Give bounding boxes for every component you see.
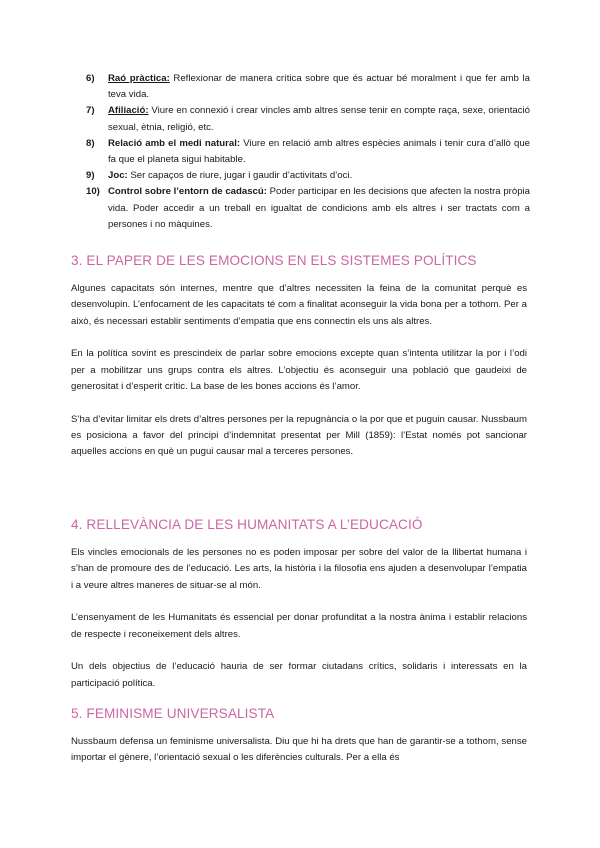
section-humanities-education	[71, 516, 527, 709]
list-item	[86, 136, 530, 168]
paragraph: L’ensenyament de les Humanitats és essencial per donar profunditat a la nostra ànima i establir relacions de respecte i reconeixement dels altres.	[71, 612, 527, 640]
list-item	[86, 168, 530, 184]
list-item	[86, 103, 530, 135]
list-item-number: 10)	[86, 186, 100, 198]
list-item-number: 8)	[86, 137, 95, 149]
paragraph: Els vincles emocionals de les persones no es poden imposar per sobre del valor de la llibertat humana i s’han de promoure des de l’educació. Les arts, la història i la filosofia ens ajuden a desenvolupar l’empatia i a veure altres maneres de situar-se al món.	[71, 547, 527, 591]
list-item-text: Poder participar en les decisions que afecten la nostra pròpia vida. Poder accedir a un treball en igualtat de condicions amb els altres i ser tractats com a persones i no màquines.	[108, 186, 530, 230]
section-heading: 3. EL PAPER DE LES EMOCIONS EN ELS SISTEMES POLÍTICS	[71, 253, 477, 268]
list-item-text: Viure en connexió i crear vincles amb altres sense tenir en compte raça, sexe, orientació sexual, ètnia, religió, etc.	[108, 105, 530, 133]
paragraph: En la política sovint es prescindeix de parlar sobre emocions excepte quan s’intenta utilitzar la por i l’odi per a mobilitzar uns grups contra els altres. L’objectiu és aconseguir una població que gaudeixi de generositat i d’esperit crític. La base de les bones accions és l’amor.	[71, 348, 527, 392]
section-heading: 5. FEMINISME UNIVERSALISTA	[71, 706, 275, 721]
list-item-text: Viure en relació amb altres espècies animals i tenir cura d’allò que fa que el planeta sigui habitable.	[108, 137, 530, 166]
list-item-text: Ser capaços de riure, jugar i gaudir d’activitats d’oci.	[127, 170, 353, 182]
paragraph: Nussbaum defensa un feminisme universalista. Diu que hi ha drets que han de garantir-se a tothom, sense importar el gènere, l’orientació sexual o les diferències culturals. Per a ella és	[71, 736, 527, 764]
list-item	[86, 184, 530, 233]
paragraph: Un dels objectius de l’educació hauria de ser formar ciutadans crítics, solidaris i interessats en la participació política.	[71, 661, 527, 689]
capabilities-list	[86, 71, 530, 233]
list-item-text: Reflexionar de manera crítica sobre que és actuar bé moralment i que fer amb la teva vida.	[108, 73, 530, 101]
list-item-term: Joc:	[108, 170, 128, 182]
section-heading: 4. RELLEVÀNCIA DE LES HUMANITATS A L’EDUCACIÓ	[71, 517, 423, 532]
paragraph: Algunes capacitats són internes, mentre que d’altres necessiten la feina de la comunitat perquè es desenvolupin. L’enfocament de les capacitats té com a finalitat aconseguir la vida bona per a tothom. Per a això, és necessari establir sentiments d’empatia que ens connectin els uns als altres.	[71, 283, 527, 327]
paragraph: S’ha d’evitar limitar els drets d’altres persones per la repugnància o la por que et puguin causar. Nussbaum es posiciona a favor del principi d’indemnitat presentat per Mill (1859): l’Estat només pot sancionar aquelles accions en què un pugui causar mal a terceres persones.	[71, 413, 527, 458]
list-item-number: 9)	[86, 170, 95, 182]
list-item-term: Afiliació:	[108, 105, 149, 117]
section-emotions-politics	[71, 252, 527, 477]
section-universal-feminism	[71, 705, 527, 783]
list-item-number: 6)	[86, 73, 95, 84]
list-item-number: 7)	[86, 105, 95, 117]
list-item-term: Control sobre l’entorn de cadascú:	[108, 186, 267, 198]
list-item	[86, 71, 530, 103]
list-item-term: Raó pràctica:	[108, 73, 170, 84]
list-item-term: Relació amb el medi natural:	[108, 137, 241, 149]
